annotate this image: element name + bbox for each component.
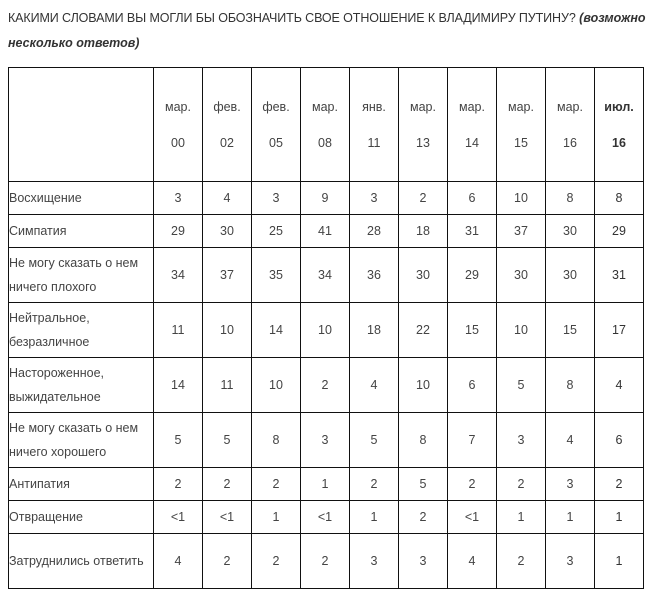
value-cell: 18 [399, 215, 448, 248]
question-text: КАКИМИ СЛОВАМИ ВЫ МОГЛИ БЫ ОБОЗНАЧИТЬ СВОЕ ОТНОШЕНИЕ К ВЛАДИМИРУ ПУТИНУ? [8, 11, 576, 25]
period-month: мар. [459, 99, 485, 114]
period-year: 11 [367, 135, 381, 150]
value-cell: 30 [203, 215, 252, 248]
value-cell: 34 [154, 248, 203, 303]
value-cell: 6 [448, 182, 497, 215]
table-row [9, 182, 644, 215]
value-cell: 7 [448, 413, 497, 468]
value-cell: 15 [448, 303, 497, 358]
period-month: мар. [165, 99, 191, 114]
value-cell: 2 [252, 468, 301, 501]
value-cell: <1 [448, 501, 497, 534]
table-row [9, 248, 644, 303]
row-label: Не могу сказать о нем ничего плохого [9, 248, 154, 303]
value-cell: 25 [252, 215, 301, 248]
period-header [350, 68, 399, 182]
row-label: Восхищение [9, 182, 154, 215]
value-cell: 2 [595, 468, 644, 501]
value-cell: 3 [399, 534, 448, 589]
table-row [9, 413, 644, 468]
value-cell: 2 [252, 534, 301, 589]
value-cell: 35 [252, 248, 301, 303]
value-cell: 2 [448, 468, 497, 501]
period-year: 05 [269, 135, 283, 150]
period-header [203, 68, 252, 182]
table-row [9, 303, 644, 358]
value-cell: 17 [595, 303, 644, 358]
value-cell: 14 [154, 358, 203, 413]
period-year: 15 [514, 135, 528, 150]
value-cell: 8 [546, 182, 595, 215]
period-header [595, 68, 644, 182]
value-cell: 30 [546, 248, 595, 303]
value-cell: 2 [497, 534, 546, 589]
value-cell: 2 [399, 501, 448, 534]
table-row [9, 215, 644, 248]
period-year: 00 [171, 135, 185, 150]
value-cell: <1 [203, 501, 252, 534]
value-cell: 2 [301, 534, 350, 589]
period-month: мар. [312, 99, 338, 114]
period-month: фев. [262, 99, 290, 114]
value-cell: 3 [350, 182, 399, 215]
period-year: 16 [563, 135, 577, 150]
value-cell: 18 [350, 303, 399, 358]
row-label: Настороженное, выжидательное [9, 358, 154, 413]
period-year: 02 [220, 135, 234, 150]
table-body [9, 182, 644, 589]
value-cell: 11 [203, 358, 252, 413]
period-year: 08 [318, 135, 332, 150]
value-cell: 3 [252, 182, 301, 215]
value-cell: 10 [497, 303, 546, 358]
period-month: фев. [213, 99, 241, 114]
value-cell: 34 [301, 248, 350, 303]
value-cell: 30 [497, 248, 546, 303]
row-label: Затруднились ответить [9, 534, 154, 589]
row-label: Симпатия [9, 215, 154, 248]
value-cell: 15 [546, 303, 595, 358]
value-cell: 6 [595, 413, 644, 468]
value-cell: 4 [546, 413, 595, 468]
value-cell: 2 [301, 358, 350, 413]
period-header [448, 68, 497, 182]
table-row [9, 468, 644, 501]
value-cell: 36 [350, 248, 399, 303]
period-year: 14 [465, 135, 479, 150]
period-header [546, 68, 595, 182]
value-cell: 8 [595, 182, 644, 215]
survey-question [8, 6, 653, 56]
period-month: мар. [410, 99, 436, 114]
value-cell: 8 [252, 413, 301, 468]
period-month: июл. [604, 99, 634, 114]
value-cell: 1 [546, 501, 595, 534]
value-cell: 5 [203, 413, 252, 468]
value-cell: <1 [154, 501, 203, 534]
value-cell: <1 [301, 501, 350, 534]
value-cell: 14 [252, 303, 301, 358]
value-cell: 1 [595, 534, 644, 589]
value-cell: 5 [497, 358, 546, 413]
table-row [9, 534, 644, 589]
value-cell: 2 [203, 468, 252, 501]
period-header [497, 68, 546, 182]
period-year: 16 [612, 135, 626, 150]
value-cell: 2 [154, 468, 203, 501]
period-header [399, 68, 448, 182]
value-cell: 1 [301, 468, 350, 501]
value-cell: 28 [350, 215, 399, 248]
value-cell: 1 [497, 501, 546, 534]
value-cell: 10 [203, 303, 252, 358]
value-cell: 10 [252, 358, 301, 413]
value-cell: 3 [350, 534, 399, 589]
value-cell: 1 [350, 501, 399, 534]
value-cell: 4 [154, 534, 203, 589]
period-month: мар. [508, 99, 534, 114]
value-cell: 5 [399, 468, 448, 501]
value-cell: 2 [399, 182, 448, 215]
period-month: янв. [362, 99, 386, 114]
value-cell: 8 [399, 413, 448, 468]
value-cell: 2 [203, 534, 252, 589]
value-cell: 8 [546, 358, 595, 413]
table-row [9, 358, 644, 413]
value-cell: 41 [301, 215, 350, 248]
value-cell: 9 [301, 182, 350, 215]
value-cell: 4 [448, 534, 497, 589]
results-table [8, 67, 644, 589]
period-month: мар. [557, 99, 583, 114]
value-cell: 30 [399, 248, 448, 303]
value-cell: 3 [497, 413, 546, 468]
value-cell: 30 [546, 215, 595, 248]
value-cell: 31 [448, 215, 497, 248]
value-cell: 3 [546, 468, 595, 501]
header-row [9, 68, 644, 182]
row-label: Антипатия [9, 468, 154, 501]
value-cell: 29 [448, 248, 497, 303]
value-cell: 4 [350, 358, 399, 413]
row-label: Не могу сказать о нем ничего хорошего [9, 413, 154, 468]
value-cell: 1 [595, 501, 644, 534]
value-cell: 4 [203, 182, 252, 215]
value-cell: 6 [448, 358, 497, 413]
value-cell: 10 [399, 358, 448, 413]
value-cell: 3 [546, 534, 595, 589]
value-cell: 31 [595, 248, 644, 303]
value-cell: 5 [154, 413, 203, 468]
value-cell: 22 [399, 303, 448, 358]
value-cell: 10 [497, 182, 546, 215]
value-cell: 2 [350, 468, 399, 501]
value-cell: 11 [154, 303, 203, 358]
row-label: Нейтральное, безразличное [9, 303, 154, 358]
value-cell: 1 [252, 501, 301, 534]
value-cell: 10 [301, 303, 350, 358]
value-cell: 37 [203, 248, 252, 303]
value-cell: 37 [497, 215, 546, 248]
period-year: 13 [416, 135, 430, 150]
value-cell: 2 [497, 468, 546, 501]
question-note: (возможно несколько ответов) [8, 11, 646, 50]
table-row [9, 501, 644, 534]
period-header [252, 68, 301, 182]
value-cell: 3 [301, 413, 350, 468]
value-cell: 29 [595, 215, 644, 248]
period-header [301, 68, 350, 182]
row-label: Отвращение [9, 501, 154, 534]
value-cell: 3 [154, 182, 203, 215]
value-cell: 29 [154, 215, 203, 248]
period-header [154, 68, 203, 182]
value-cell: 4 [595, 358, 644, 413]
corner-cell [9, 68, 154, 182]
value-cell: 5 [350, 413, 399, 468]
